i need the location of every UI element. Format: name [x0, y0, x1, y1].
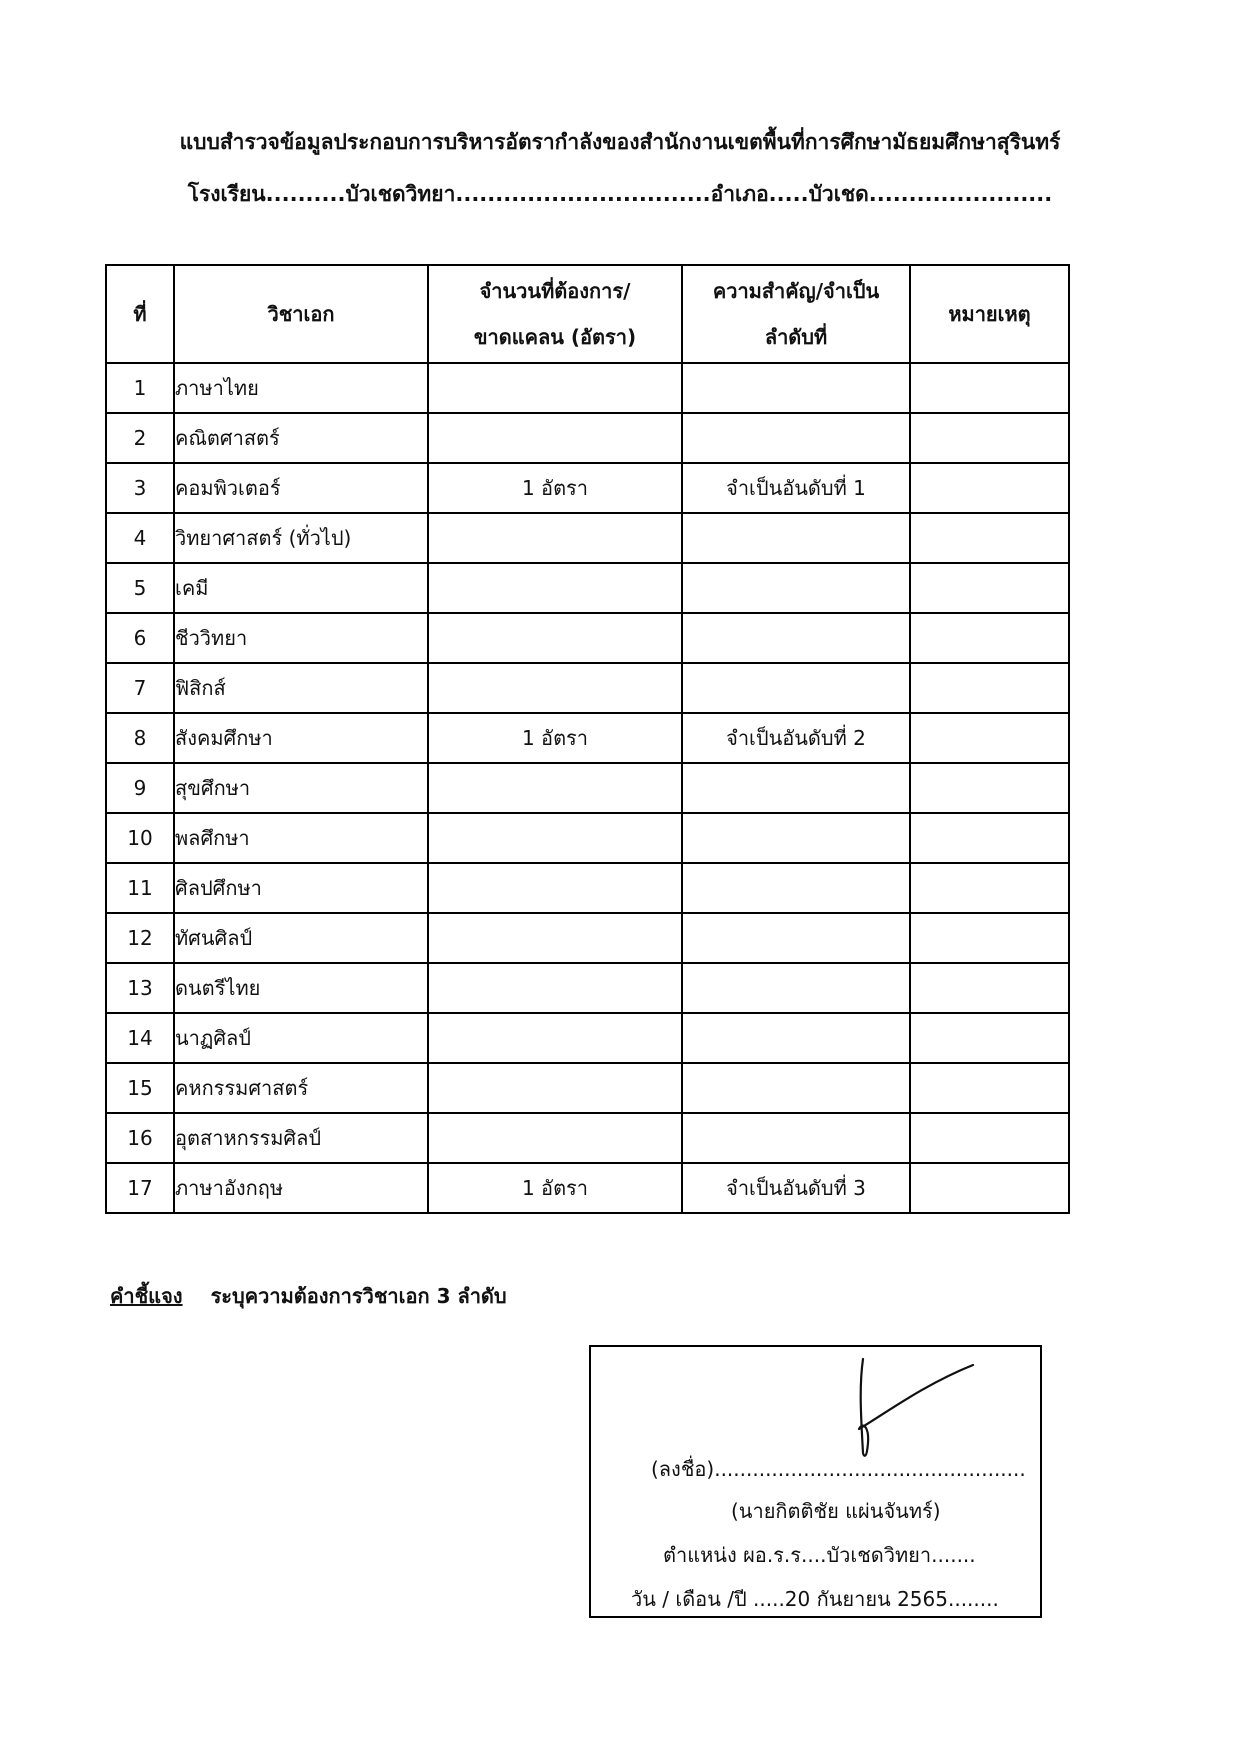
- row-no: 7: [106, 663, 174, 713]
- row-no: 12: [106, 913, 174, 963]
- row-priority: [682, 413, 910, 463]
- instruction-label: คำชี้แจง: [110, 1284, 183, 1308]
- row-remark: [910, 513, 1069, 563]
- row-no: 3: [106, 463, 174, 513]
- row-subject: ฟิสิกส์: [174, 663, 428, 713]
- table-row: [106, 513, 1069, 563]
- table-row: [106, 463, 1069, 513]
- table-row: [106, 1113, 1069, 1163]
- row-no: 10: [106, 813, 174, 863]
- row-no: 11: [106, 863, 174, 913]
- row-subject: คณิตศาสตร์: [174, 413, 428, 463]
- row-remark: [910, 413, 1069, 463]
- instruction-text: ระบุความต้องการวิชาเอก 3 ลำดับ: [210, 1284, 507, 1308]
- row-remark: [910, 463, 1069, 513]
- row-need: [428, 1063, 682, 1113]
- row-priority: จำเป็นอันดับที่ 3: [682, 1163, 910, 1213]
- row-priority: [682, 963, 910, 1013]
- document-title: แบบสำรวจข้อมูลประกอบการบริหารอัตรากำลังของสำนักงานเขตพื้นที่การศึกษามัธยมศึกษาสุรินทร์: [179, 130, 1061, 154]
- header-priority: [682, 265, 910, 363]
- row-subject: อุตสาหกรรมศิลป์: [174, 1113, 428, 1163]
- header-need-line1: จำนวนที่ต้องการ/: [479, 279, 631, 303]
- row-remark: [910, 1063, 1069, 1113]
- row-no: 16: [106, 1113, 174, 1163]
- row-subject: ทัศนศิลป์: [174, 913, 428, 963]
- row-remark: [910, 863, 1069, 913]
- row-priority: [682, 913, 910, 963]
- row-need: [428, 763, 682, 813]
- row-no: 2: [106, 413, 174, 463]
- row-need: [428, 613, 682, 663]
- sign-line: (ลงชื่อ).................................................: [651, 1457, 1026, 1481]
- row-priority: [682, 763, 910, 813]
- row-need: [428, 363, 682, 413]
- instruction-note: [110, 1280, 507, 1312]
- row-subject: คอมพิวเตอร์: [174, 463, 428, 513]
- row-priority: จำเป็นอันดับที่ 2: [682, 713, 910, 763]
- header-need-line2: ขาดแคลน (อัตรา): [473, 325, 637, 349]
- row-no: 14: [106, 1013, 174, 1063]
- row-subject: สุขศึกษา: [174, 763, 428, 813]
- row-priority: [682, 1063, 910, 1113]
- row-remark: [910, 363, 1069, 413]
- row-remark: [910, 963, 1069, 1013]
- row-need: [428, 1113, 682, 1163]
- row-subject: วิทยาศาสตร์ (ทั่วไป): [174, 513, 428, 563]
- row-priority: [682, 513, 910, 563]
- row-remark: [910, 663, 1069, 713]
- row-subject: ศิลปศึกษา: [174, 863, 428, 913]
- table-row: [106, 713, 1069, 763]
- row-need: [428, 963, 682, 1013]
- row-need: [428, 913, 682, 963]
- row-priority: [682, 563, 910, 613]
- header-need: [428, 265, 682, 363]
- row-need: 1 อัตรา: [428, 463, 682, 513]
- row-no: 4: [106, 513, 174, 563]
- row-remark: [910, 913, 1069, 963]
- row-remark: [910, 1163, 1069, 1213]
- row-need: 1 อัตรา: [428, 713, 682, 763]
- table-row: [106, 413, 1069, 463]
- row-no: 15: [106, 1063, 174, 1113]
- table-row: [106, 1063, 1069, 1113]
- row-subject: ดนตรีไทย: [174, 963, 428, 1013]
- header-priority-line2: ลำดับที่: [764, 325, 828, 349]
- table-row: [106, 1013, 1069, 1063]
- row-priority: [682, 813, 910, 863]
- table-row: [106, 913, 1069, 963]
- row-remark: [910, 613, 1069, 663]
- table-header-row: [106, 265, 1069, 363]
- row-subject: สังคมศึกษา: [174, 713, 428, 763]
- row-priority: [682, 663, 910, 713]
- header-remark: หมายเหตุ: [910, 265, 1069, 363]
- table-row: [106, 963, 1069, 1013]
- table-row: [106, 363, 1069, 413]
- table-row: [106, 863, 1069, 913]
- row-subject: ภาษาอังกฤษ: [174, 1163, 428, 1213]
- row-need: [428, 513, 682, 563]
- sign-date: วัน / เดือน /ปี .....20 กันยายน 2565........: [631, 1587, 999, 1611]
- row-no: 13: [106, 963, 174, 1013]
- table-row: [106, 563, 1069, 613]
- table-row: [106, 613, 1069, 663]
- row-subject: นาฏศิลป์: [174, 1013, 428, 1063]
- row-priority: [682, 363, 910, 413]
- handwritten-signature: [813, 1357, 983, 1467]
- row-remark: [910, 563, 1069, 613]
- signature-box: [589, 1345, 1042, 1618]
- row-priority: [682, 1013, 910, 1063]
- table-row: [106, 1163, 1069, 1213]
- row-need: [428, 413, 682, 463]
- row-need: [428, 813, 682, 863]
- row-subject: พลศึกษา: [174, 813, 428, 863]
- row-subject: คหกรรมศาสตร์: [174, 1063, 428, 1113]
- signer-name: (นายกิตติชัย แผ่นจันทร์): [731, 1499, 941, 1523]
- row-priority: จำเป็นอันดับที่ 1: [682, 463, 910, 513]
- row-need: [428, 663, 682, 713]
- row-remark: [910, 813, 1069, 863]
- signer-position: ตำแหน่ง ผอ.ร.ร....บัวเชดวิทยา.......: [663, 1543, 976, 1567]
- row-need: [428, 563, 682, 613]
- row-priority: [682, 1113, 910, 1163]
- row-no: 5: [106, 563, 174, 613]
- row-need: [428, 1013, 682, 1063]
- table-row: [106, 663, 1069, 713]
- header-no: ที่: [106, 265, 174, 363]
- row-no: 1: [106, 363, 174, 413]
- school-line: โรงเรียน..........บัวเชดวิทยา................................อำเภอ.....บัวเชด.......................: [187, 182, 1053, 206]
- row-priority: [682, 863, 910, 913]
- row-no: 6: [106, 613, 174, 663]
- row-remark: [910, 763, 1069, 813]
- header-priority-line1: ความสำคัญ/จำเป็น: [712, 279, 880, 303]
- row-remark: [910, 713, 1069, 763]
- header-subject: วิชาเอก: [174, 265, 428, 363]
- row-remark: [910, 1013, 1069, 1063]
- row-need: 1 อัตรา: [428, 1163, 682, 1213]
- row-no: 17: [106, 1163, 174, 1213]
- row-subject: ชีววิทยา: [174, 613, 428, 663]
- row-no: 8: [106, 713, 174, 763]
- row-remark: [910, 1113, 1069, 1163]
- row-need: [428, 863, 682, 913]
- table-row: [106, 813, 1069, 863]
- row-subject: ภาษาไทย: [174, 363, 428, 413]
- row-priority: [682, 613, 910, 663]
- row-no: 9: [106, 763, 174, 813]
- survey-table: [105, 264, 1070, 1214]
- table-row: [106, 763, 1069, 813]
- row-subject: เคมี: [174, 563, 428, 613]
